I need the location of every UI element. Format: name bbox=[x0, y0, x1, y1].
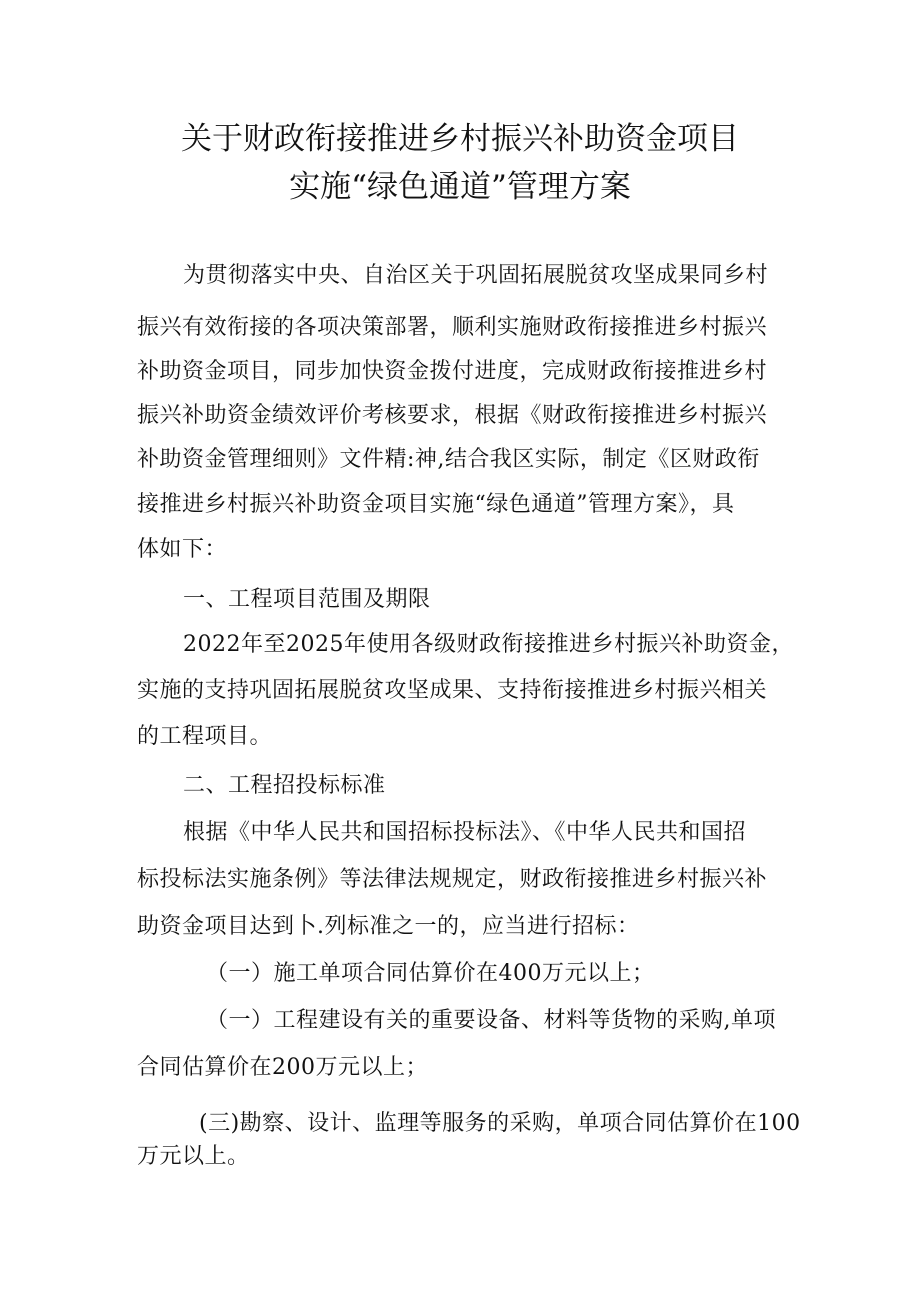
section-2-line-2: 标投标法实施条例》等法律法规规定，财政衔接推进乡村振兴补 bbox=[137, 867, 768, 892]
section-2-line-1: 根据《中华人民共和国招标投标法》、《中华人民共和国招 bbox=[183, 820, 747, 845]
intro-line-6: 接推进乡村振兴补助资金项目实施“绿色通道”管理方案》，具 bbox=[137, 492, 735, 517]
section-1-line-3: 的工程项目。 bbox=[137, 724, 273, 749]
item-3-line-2: 万元以上。 bbox=[137, 1144, 250, 1169]
section-2-line-3: 助资金项目达到卜.列标准之一的，应当进行招标： bbox=[137, 914, 640, 939]
item-1: （一）施工单项合同估算价在400万元以上； bbox=[206, 961, 655, 986]
intro-line-5: 补助资金管理细则》文件精:神,结合我区实际，制定《区财政衔 bbox=[137, 447, 760, 472]
document-title-line-2: 实施“绿色通道”管理方案 bbox=[289, 169, 631, 205]
intro-line-4: 振兴补助资金绩效评价考核要求，根据《财政衔接推进乡村振兴 bbox=[137, 403, 768, 428]
intro-line-7: 体如下： bbox=[137, 537, 228, 562]
document-title-line-1: 关于财政衔接推进乡村振兴补助资金项目 bbox=[181, 121, 739, 157]
item-2-line-1: （一）工程建设有关的重要设备、材料等货物的采购,单项 bbox=[206, 1008, 776, 1033]
intro-line-2: 振兴有效衔接的各项决策部署，顺利实施财政衔接推进乡村振兴 bbox=[137, 315, 768, 340]
section-1-line-2: 实施的支持巩固拓展脱贫攻坚成果、支持衔接推进乡村振兴相关 bbox=[137, 678, 768, 703]
intro-line-1: 为贯彻落实中央、自治区关于巩固拓展脱贫攻坚成果同乡村 bbox=[183, 263, 769, 288]
section-1-heading: 一、工程项目范围及期限 bbox=[183, 587, 431, 612]
section-1-line-1: 2022年至2025年使用各级财政衔接推进乡村振兴补助资金， bbox=[183, 632, 794, 657]
item-3-line-1: (三)勘察、设计、监理等服务的采购，单项合同估算价在100 bbox=[199, 1111, 801, 1136]
item-2-line-2: 合同估算价在200万元以上； bbox=[137, 1055, 428, 1080]
intro-line-3: 补助资金项目，同步加快资金拨付进度，完成财政衔接推进乡村 bbox=[137, 359, 768, 384]
section-2-heading: 二、工程招投标标准 bbox=[183, 773, 386, 798]
